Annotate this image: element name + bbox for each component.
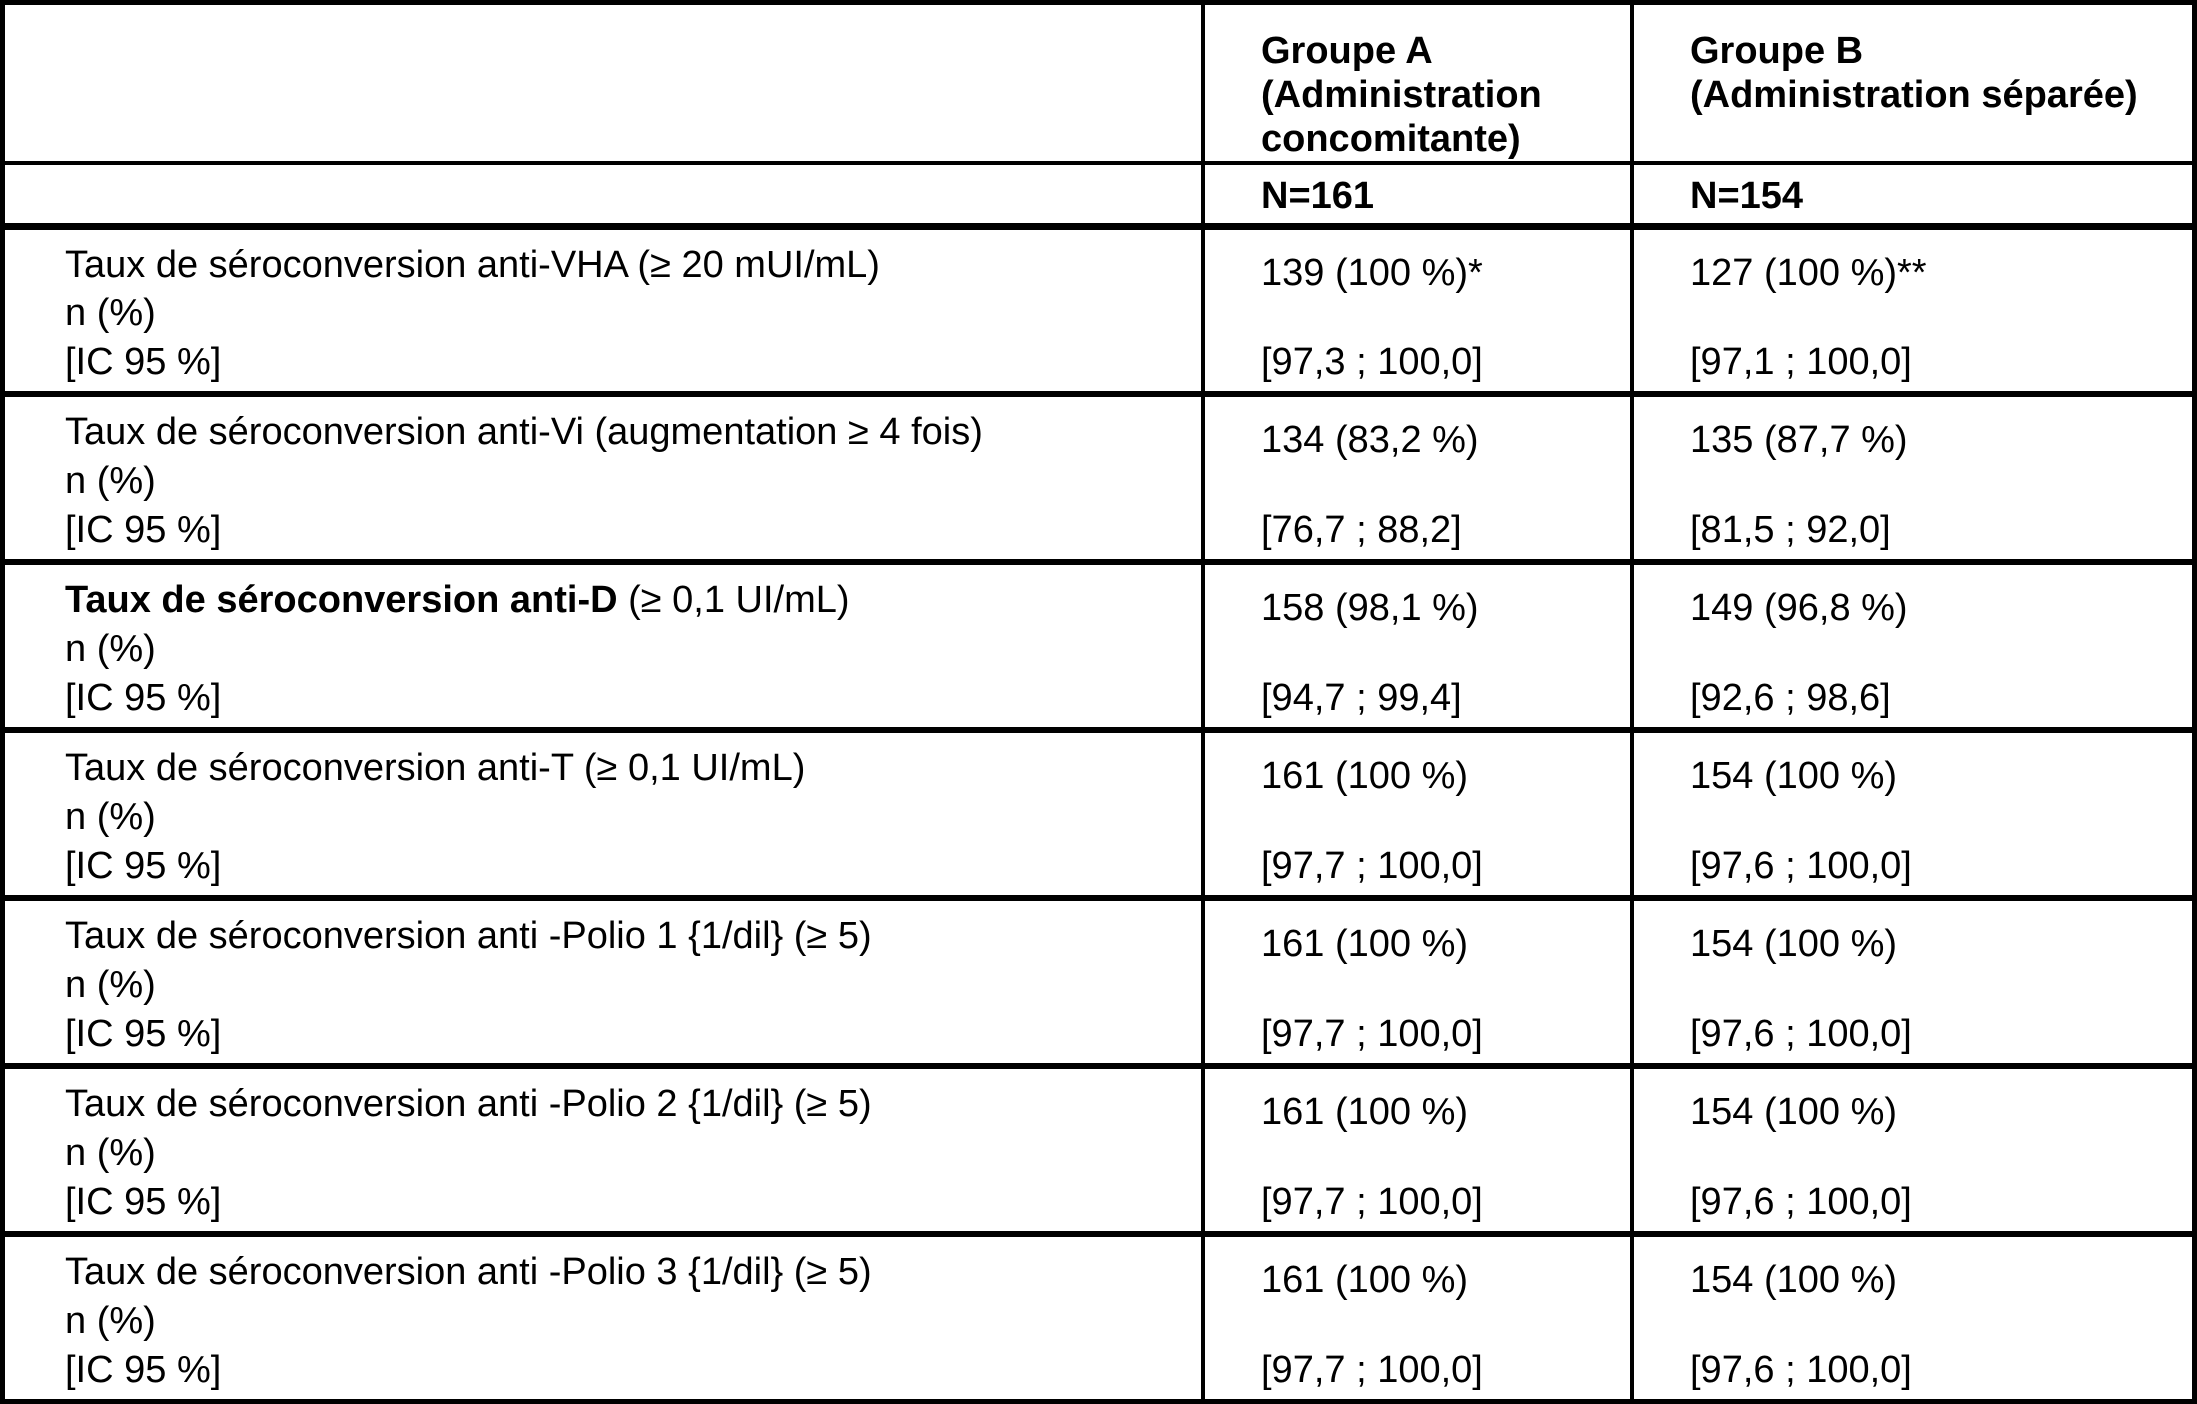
confidence-interval: [76,7 ; 88,2] (1261, 508, 1462, 551)
confidence-interval: [81,5 ; 92,0] (1690, 508, 1891, 551)
value: 154 (100 %) (1690, 755, 1898, 797)
row-anti-polio-3-label-cell (5, 1231, 1201, 1399)
ic95-label: [IC 95 %] (65, 340, 222, 383)
n-row-empty-cell (5, 161, 1201, 223)
row-anti-polio-3-group-b-cell (1630, 1231, 2192, 1399)
ic95-label: [IC 95 %] (65, 1348, 222, 1391)
row-anti-polio-2-group-a-cell (1201, 1063, 1630, 1231)
ic95-label: [IC 95 %] (65, 844, 222, 887)
row-anti-polio-1-group-a-cell (1201, 895, 1630, 1063)
group-b-title: Groupe B (1690, 30, 1864, 72)
ic95-label: [IC 95 %] (65, 508, 222, 551)
confidence-interval: [97,7 ; 100,0] (1261, 1348, 1483, 1391)
row-anti-d-label-cell (5, 559, 1201, 727)
confidence-interval: [92,6 ; 98,6] (1690, 676, 1891, 719)
row-anti-polio-1-group-b-cell (1630, 895, 2192, 1063)
row-anti-vha-title (65, 243, 1181, 287)
row-anti-polio-3-group-a-cell (1201, 1231, 1630, 1399)
row-anti-vha-label-cell (5, 223, 1201, 391)
row-anti-d-group-a-cell (1201, 559, 1630, 727)
row-anti-d-title-bold: Taux de séroconversion anti-D (65, 579, 618, 621)
confidence-interval: [97,1 ; 100,0] (1690, 340, 1912, 383)
n-percent-label: n (%) (65, 627, 156, 670)
row-anti-vha-group-b-cell (1630, 223, 2192, 391)
header-group-a (1201, 5, 1630, 161)
row-anti-vi-label-cell (5, 391, 1201, 559)
row-anti-vha-title-rest: Taux de séroconversion anti-VHA (≥ 20 mUI/mL) (65, 244, 880, 286)
n-percent-label: n (%) (65, 459, 156, 502)
n-percent-label: n (%) (65, 795, 156, 838)
row-anti-d-title (65, 578, 1181, 622)
value: 158 (98,1 %) (1261, 587, 1479, 629)
confidence-interval: [97,6 ; 100,0] (1690, 1012, 1912, 1055)
header-group-b (1630, 5, 2192, 161)
row-anti-t-group-a-cell (1201, 727, 1630, 895)
n-percent-label: n (%) (65, 1299, 156, 1342)
row-anti-polio-3-title (65, 1250, 1181, 1294)
value: 139 (100 %)* (1261, 252, 1483, 294)
value: 154 (100 %) (1690, 1259, 1898, 1301)
value: 149 (96,8 %) (1690, 587, 1908, 629)
value: 154 (100 %) (1690, 923, 1898, 965)
group-a-subtitle: (Administration concomitante) (1261, 74, 1542, 161)
ic95-label: [IC 95 %] (65, 676, 222, 719)
group-b-n-count: N=154 (1630, 161, 2192, 223)
row-anti-vi-title (65, 410, 1181, 454)
confidence-interval: [97,6 ; 100,0] (1690, 1180, 1912, 1223)
value: 135 (87,7 %) (1690, 419, 1908, 461)
value: 161 (100 %) (1261, 923, 1469, 965)
n-percent-label: n (%) (65, 963, 156, 1006)
n-percent-label: n (%) (65, 292, 156, 335)
row-anti-polio-2-group-b-cell (1630, 1063, 2192, 1231)
group-a-title: Groupe A (1261, 30, 1433, 72)
row-anti-vha-group-a-cell (1201, 223, 1630, 391)
row-anti-d-group-b-cell (1630, 559, 2192, 727)
row-anti-d-title-rest: (≥ 0,1 UI/mL) (617, 579, 850, 621)
confidence-interval: [97,7 ; 100,0] (1261, 1180, 1483, 1223)
confidence-interval: [97,7 ; 100,0] (1261, 1012, 1483, 1055)
row-anti-t-title-rest: Taux de séroconversion anti-T (≥ 0,1 UI/mL) (65, 747, 806, 789)
value: 161 (100 %) (1261, 1091, 1469, 1133)
row-anti-polio-2-label-cell (5, 1063, 1201, 1231)
group-a-n-count: N=161 (1201, 161, 1630, 223)
value: 134 (83,2 %) (1261, 419, 1479, 461)
n-percent-label: n (%) (65, 1131, 156, 1174)
confidence-interval: [97,6 ; 100,0] (1690, 844, 1912, 887)
confidence-interval: [97,7 ; 100,0] (1261, 844, 1483, 887)
group-b-subtitle: (Administration séparée) (1690, 74, 2138, 117)
row-anti-vi-group-b-cell (1630, 391, 2192, 559)
row-anti-polio-2-title (65, 1082, 1181, 1126)
confidence-interval: [97,6 ; 100,0] (1690, 1348, 1912, 1391)
row-anti-polio-1-title-rest: Taux de séroconversion anti -Polio 1 {1/dil} (≥ 5) (65, 915, 872, 957)
row-anti-t-label-cell (5, 727, 1201, 895)
value: 161 (100 %) (1261, 1259, 1469, 1301)
corner-empty-cell (5, 5, 1201, 161)
row-anti-vi-group-a-cell (1201, 391, 1630, 559)
row-anti-polio-1-label-cell (5, 895, 1201, 1063)
confidence-interval: [97,3 ; 100,0] (1261, 340, 1483, 383)
row-anti-polio-1-title (65, 914, 1181, 958)
value: 154 (100 %) (1690, 1091, 1898, 1133)
row-anti-t-group-b-cell (1630, 727, 2192, 895)
confidence-interval: [94,7 ; 99,4] (1261, 676, 1462, 719)
value: 127 (100 %)** (1690, 252, 1927, 294)
ic95-label: [IC 95 %] (65, 1180, 222, 1223)
ic95-label: [IC 95 %] (65, 1012, 222, 1055)
row-anti-polio-3-title-rest: Taux de séroconversion anti -Polio 3 {1/dil} (≥ 5) (65, 1251, 872, 1293)
row-anti-t-title (65, 746, 1181, 790)
row-anti-vi-title-rest: Taux de séroconversion anti-Vi (augmentation ≥ 4 fois) (65, 411, 983, 453)
row-anti-polio-2-title-rest: Taux de séroconversion anti -Polio 2 {1/dil} (≥ 5) (65, 1083, 872, 1125)
value: 161 (100 %) (1261, 755, 1469, 797)
